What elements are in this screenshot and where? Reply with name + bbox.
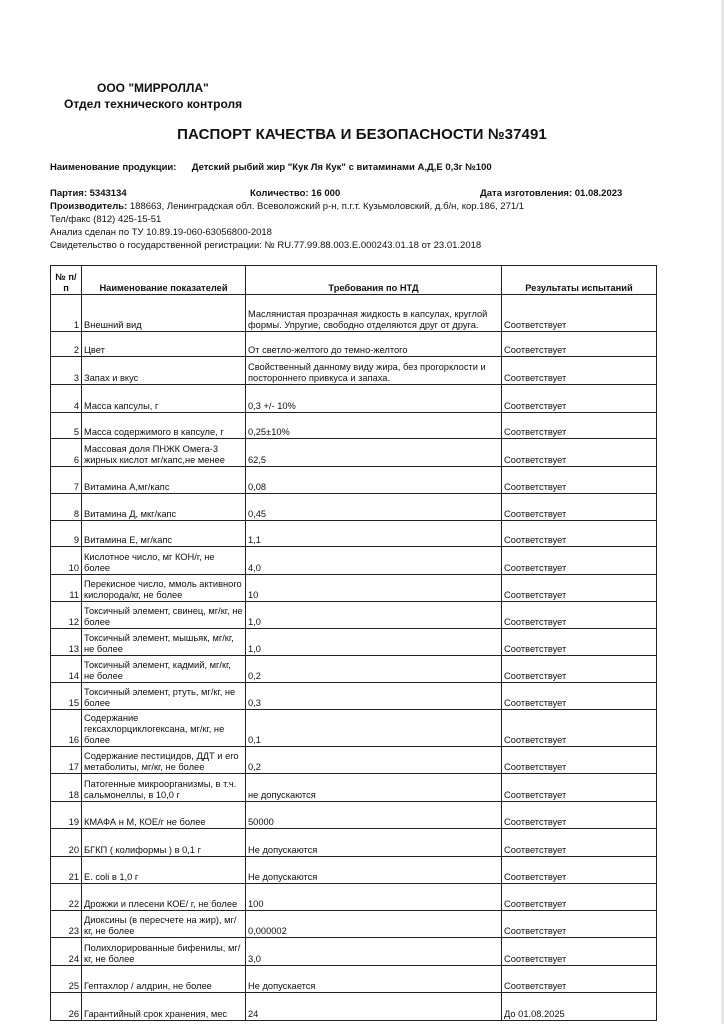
row-indicator-name: Токсичный элемент, ртуть, мг/кг, не более: [82, 683, 246, 710]
header-requirements: Требования по НТД: [246, 266, 502, 295]
table-row: [51, 494, 657, 521]
row-result: Соответствует: [502, 575, 657, 602]
row-requirement: 0,2: [246, 656, 502, 683]
row-requirement: 3,0: [246, 938, 502, 966]
table-row: [51, 385, 657, 413]
row-requirement: 0,45: [246, 494, 502, 521]
department-name: Отдел технического контроля: [64, 97, 243, 111]
row-result: Соответствует: [502, 295, 657, 332]
table-row: [51, 911, 657, 938]
row-indicator-name: Внешний вид: [82, 295, 246, 332]
row-indicator-name: Гептахлор / алдрин, не более: [82, 966, 246, 993]
row-requirement: 50000: [246, 802, 502, 829]
row-result: Соответствует: [502, 857, 657, 884]
table-row: [51, 521, 657, 547]
table-row: [51, 656, 657, 683]
row-requirement: 10: [246, 575, 502, 602]
row-indicator-name: БГКП ( колиформы ) в 0,1 г: [82, 829, 246, 857]
row-result: Соответствует: [502, 938, 657, 966]
row-result: Соответствует: [502, 966, 657, 993]
row-number: 21: [51, 857, 82, 884]
table-row: [51, 774, 657, 802]
table-row: [51, 629, 657, 656]
manufacturer-value: 188663, Ленинградская обл. Всеволожский р-н, п.г.т. Кузьмоловский, д.б/н, кор.186, 271/1: [129, 201, 525, 212]
row-indicator-name: Масса содержимого в капсуле, г: [82, 413, 246, 439]
row-requirement: не допускаются: [246, 774, 502, 802]
row-requirement: Не допускаются: [246, 829, 502, 857]
row-requirement: 0,000002: [246, 911, 502, 938]
table-row: [51, 993, 657, 1021]
row-indicator-name: Цвет: [82, 332, 246, 357]
table-row: [51, 966, 657, 993]
row-result: Соответствует: [502, 911, 657, 938]
row-indicator-name: Диоксины (в пересчете на жир), мг/кг, не более: [82, 911, 246, 938]
row-number: 4: [51, 385, 82, 413]
batch-line: [50, 188, 127, 199]
table-row: [51, 829, 657, 857]
row-number: 20: [51, 829, 82, 857]
header-name: Наименование показателей: [82, 266, 246, 295]
row-number: 25: [51, 966, 82, 993]
row-result: Соответствует: [502, 385, 657, 413]
row-requirement: 1,0: [246, 602, 502, 629]
row-indicator-name: E. coli в 1,0 г: [82, 857, 246, 884]
row-indicator-name: Гарантийный срок хранения, мес: [82, 993, 246, 1021]
row-number: 9: [51, 521, 82, 547]
row-requirement: 1,1: [246, 521, 502, 547]
row-result: Соответствует: [502, 602, 657, 629]
row-indicator-name: Патогенные микроорганизмы, в т.ч. сальмонеллы, в 10,0 г: [82, 774, 246, 802]
table-body: [51, 295, 657, 1021]
row-result: Соответствует: [502, 439, 657, 467]
row-indicator-name: Кислотное число, мг КОН/г, не более: [82, 547, 246, 575]
row-number: 24: [51, 938, 82, 966]
table-row: [51, 938, 657, 966]
table-row: [51, 884, 657, 911]
analysis-line: Анализ сделан по ТУ 10.89.19-060-63056800-2018: [50, 227, 272, 238]
row-number: 6: [51, 439, 82, 467]
table-row: [51, 547, 657, 575]
row-indicator-name: Токсичный элемент, свинец, мг/кг, не более: [82, 602, 246, 629]
row-number: 1: [51, 295, 82, 332]
row-number: 3: [51, 357, 82, 385]
row-requirement: 4,0: [246, 547, 502, 575]
row-indicator-name: Дрожжи и плесени КОЕ/ г, не более: [82, 884, 246, 911]
document-title: ПАСПОРТ КАЧЕСТВА И БЕЗОПАСНОСТИ №37491: [177, 126, 547, 143]
row-indicator-name: Масса капсулы, г: [82, 385, 246, 413]
row-requirement: 0,2: [246, 747, 502, 774]
row-result: Соответствует: [502, 710, 657, 747]
row-result: Соответствует: [502, 747, 657, 774]
row-result: Соответствует: [502, 467, 657, 494]
quantity-line: [250, 188, 340, 199]
row-requirement: 100: [246, 884, 502, 911]
manufacture-date-line: [480, 188, 622, 199]
row-number: 11: [51, 575, 82, 602]
quantity-label: Количество:: [250, 188, 309, 199]
product-line: [50, 162, 492, 173]
row-requirement: 0,1: [246, 710, 502, 747]
row-result: Соответствует: [502, 656, 657, 683]
row-requirement: Свойственный данному виду жира, без прогорклости и постороннего привкуса и запаха.: [246, 357, 502, 385]
manufacturer-line: [50, 201, 524, 212]
row-indicator-name: Массовая доля ПНЖК Омега-3 жирных кислот мг/капс,не менее: [82, 439, 246, 467]
row-result: Соответствует: [502, 802, 657, 829]
row-number: 8: [51, 494, 82, 521]
batch-value: 5343134: [89, 188, 127, 199]
row-indicator-name: Перекисное число, ммоль активного кислорода/кг, не более: [82, 575, 246, 602]
batch-label: Партия:: [50, 188, 87, 199]
row-indicator-name: КМАФА н М, КОЕ/г не более: [82, 802, 246, 829]
row-number: 26: [51, 993, 82, 1021]
company-name: ООО "МИРРОЛЛА": [97, 81, 209, 95]
table-row: [51, 710, 657, 747]
row-requirement: Маслянистая прозрачная жидкость в капсулах, круглой формы. Упругие, свободно отделяются друг от друга.: [246, 295, 502, 332]
row-result: Соответствует: [502, 547, 657, 575]
row-number: 22: [51, 884, 82, 911]
row-indicator-name: Витамина Е, мг/капс: [82, 521, 246, 547]
table-row: [51, 857, 657, 884]
row-requirement: Не допускаются: [246, 857, 502, 884]
row-number: 7: [51, 467, 82, 494]
table-row: [51, 357, 657, 385]
row-number: 18: [51, 774, 82, 802]
table-row: [51, 602, 657, 629]
row-requirement: 0,3 +/- 10%: [246, 385, 502, 413]
row-number: 12: [51, 602, 82, 629]
row-result: До 01.08.2025: [502, 993, 657, 1021]
table-row: [51, 747, 657, 774]
phone-line: Тел/факс (812) 425-15-51: [50, 214, 162, 225]
table-row: [51, 575, 657, 602]
row-requirement: 1,0: [246, 629, 502, 656]
row-requirement: Не допускается: [246, 966, 502, 993]
row-number: 15: [51, 683, 82, 710]
row-requirement: От светло-желтого до темно-желтого: [246, 332, 502, 357]
row-number: 16: [51, 710, 82, 747]
row-number: 17: [51, 747, 82, 774]
row-result: Соответствует: [502, 829, 657, 857]
row-indicator-name: Полихлорированные бифенилы, мг/кг, не более: [82, 938, 246, 966]
product-value: Детский рыбий жир "Кук Ля Кук" с витаминами А,Д,Е 0,3г №100: [191, 162, 492, 173]
table-header-row: [51, 266, 657, 295]
table-row: [51, 295, 657, 332]
quantity-value: 16 000: [311, 188, 341, 199]
row-indicator-name: Токсичный элемент, мышьяк, мг/кг, не более: [82, 629, 246, 656]
row-requirement: 0,08: [246, 467, 502, 494]
row-result: Соответствует: [502, 332, 657, 357]
row-number: 23: [51, 911, 82, 938]
row-number: 19: [51, 802, 82, 829]
row-indicator-name: Содержание гексахлорциклогексана, мг/кг, не более: [82, 710, 246, 747]
header-num: № п/п: [51, 266, 82, 295]
row-result: Соответствует: [502, 774, 657, 802]
row-result: Соответствует: [502, 884, 657, 911]
row-requirement: 0,3: [246, 683, 502, 710]
table-row: [51, 802, 657, 829]
manufacture-date-value: 01.08.2023: [574, 188, 623, 199]
row-number: 2: [51, 332, 82, 357]
table-row: [51, 467, 657, 494]
row-result: Соответствует: [502, 521, 657, 547]
manufacture-date-label: Дата изготовления:: [480, 188, 573, 199]
row-indicator-name: Содержание пестицидов, ДДТ и его метаболиты, мг/кг, не более: [82, 747, 246, 774]
row-result: Соответствует: [502, 683, 657, 710]
table-row: [51, 683, 657, 710]
manufacturer-label: Производитель:: [50, 201, 128, 212]
table-row: [51, 332, 657, 357]
row-number: 14: [51, 656, 82, 683]
row-result: Соответствует: [502, 494, 657, 521]
table-row: [51, 413, 657, 439]
row-indicator-name: Токсичный элемент, кадмий, мг/кг, не более: [82, 656, 246, 683]
row-number: 5: [51, 413, 82, 439]
row-number: 13: [51, 629, 82, 656]
row-indicator-name: Запах и вкус: [82, 357, 246, 385]
row-indicator-name: Витамина А,мг/капс: [82, 467, 246, 494]
header-results: Результаты испытаний: [502, 266, 657, 295]
row-requirement: 24: [246, 993, 502, 1021]
row-indicator-name: Витамина Д, мкг/капс: [82, 494, 246, 521]
quality-table: [50, 265, 657, 1021]
row-result: Соответствует: [502, 629, 657, 656]
row-requirement: 62,5: [246, 439, 502, 467]
registration-line: Свидетельство о государственной регистрации: № RU.77.99.88.003.Е.000243.01.18 от 23.01.2018: [50, 240, 482, 251]
row-result: Соответствует: [502, 413, 657, 439]
row-requirement: 0,25±10%: [246, 413, 502, 439]
row-number: 10: [51, 547, 82, 575]
row-result: Соответствует: [502, 357, 657, 385]
table-row: [51, 439, 657, 467]
product-label: Наименование продукции:: [50, 162, 177, 173]
